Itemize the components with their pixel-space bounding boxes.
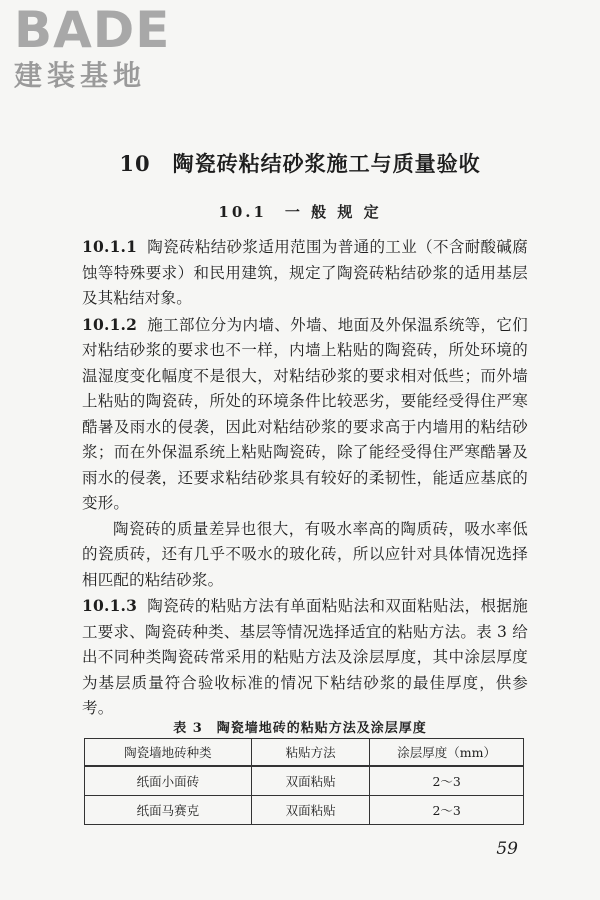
page-number: 59: [496, 839, 518, 859]
table-header-cell: 陶瓷墙地砖种类: [85, 739, 252, 767]
paragraph-10-1-1: [82, 234, 528, 312]
table-cell: 纸面马赛克: [85, 796, 252, 825]
body-text: [82, 234, 528, 722]
table-header-row: [85, 739, 524, 767]
table-cell: 纸面小面砖: [85, 766, 252, 796]
clause-number: 10.1.3: [82, 596, 138, 615]
adhesion-method-table: [84, 738, 524, 825]
paragraph-text: 施工部位分为内墙、外墙、地面及外保温系统等，它们对粘结砂浆的要求也不一样，内墙上粘贴的陶瓷砖，所处环境的温湿度变化幅度不是很大，对粘结砂浆的要求相对低些；而外墙上粘贴的陶瓷砖，所处的环境条件比较恶劣，要能经受得住严寒酷暑及雨水的侵袭，因此对粘结砂浆的要求高于内墙用的粘结砂浆；而在外保温系统上粘贴陶瓷砖，除了能经受得住严寒酷暑及雨水的侵袭，还要求粘结砂浆具有较好的柔韧性，能适应基底的变形。: [82, 315, 528, 512]
paragraph-text: 陶瓷砖粘结砂浆适用范围为普通的工业（不含耐酸碱腐蚀等特殊要求）和民用建筑，规定了陶瓷砖粘结砂浆的适用基层及其粘结对象。: [82, 238, 528, 307]
paragraph-10-1-3: [82, 593, 528, 722]
table-cell: 双面粘贴: [251, 796, 370, 825]
paragraph-text: 陶瓷砖的质量差异也很大，有吸水率高的陶质砖，吸水率低的瓷质砖，还有几乎不吸水的玻化砖，所以应针对具体情况选择相匹配的粘结砂浆。: [82, 519, 528, 589]
table-header-cell: 粘贴方法: [251, 739, 370, 767]
table-row: [85, 796, 524, 825]
chapter-title: 10 陶瓷砖粘结砂浆施工与质量验收: [119, 151, 481, 176]
paragraph-continuation: [82, 517, 528, 594]
table-cell: 2～3: [370, 766, 524, 796]
table-cell: 2～3: [370, 796, 524, 825]
table-caption: 表 3 陶瓷墙地砖的粘贴方法及涂层厚度: [173, 721, 427, 736]
paragraph-text: 陶瓷砖的粘贴方法有单面粘贴法和双面粘贴法，根据施工要求、陶瓷砖种类、基层等情况选择适宜的粘贴方法。表 3 给出不同种类陶瓷砖常采用的粘贴方法及涂层厚度，其中涂层厚度为基层质量符合验收标准的情况下粘结砂浆的最佳厚度，供参考。: [82, 597, 528, 717]
section-title: 10.1 一 般 规 定: [218, 203, 382, 221]
table-cell: 双面粘贴: [251, 766, 370, 796]
logo-subtitle: 建装基地: [14, 59, 147, 92]
clause-number: 10.1.2: [82, 314, 138, 334]
paragraph-10-1-2: [82, 312, 528, 517]
table-row: [85, 766, 524, 796]
publisher-logo: [14, 1, 184, 94]
clause-number: 10.1.1: [82, 237, 138, 256]
table-header-cell: 涂层厚度（mm）: [370, 739, 524, 767]
logo-mark: BADE: [14, 1, 171, 59]
